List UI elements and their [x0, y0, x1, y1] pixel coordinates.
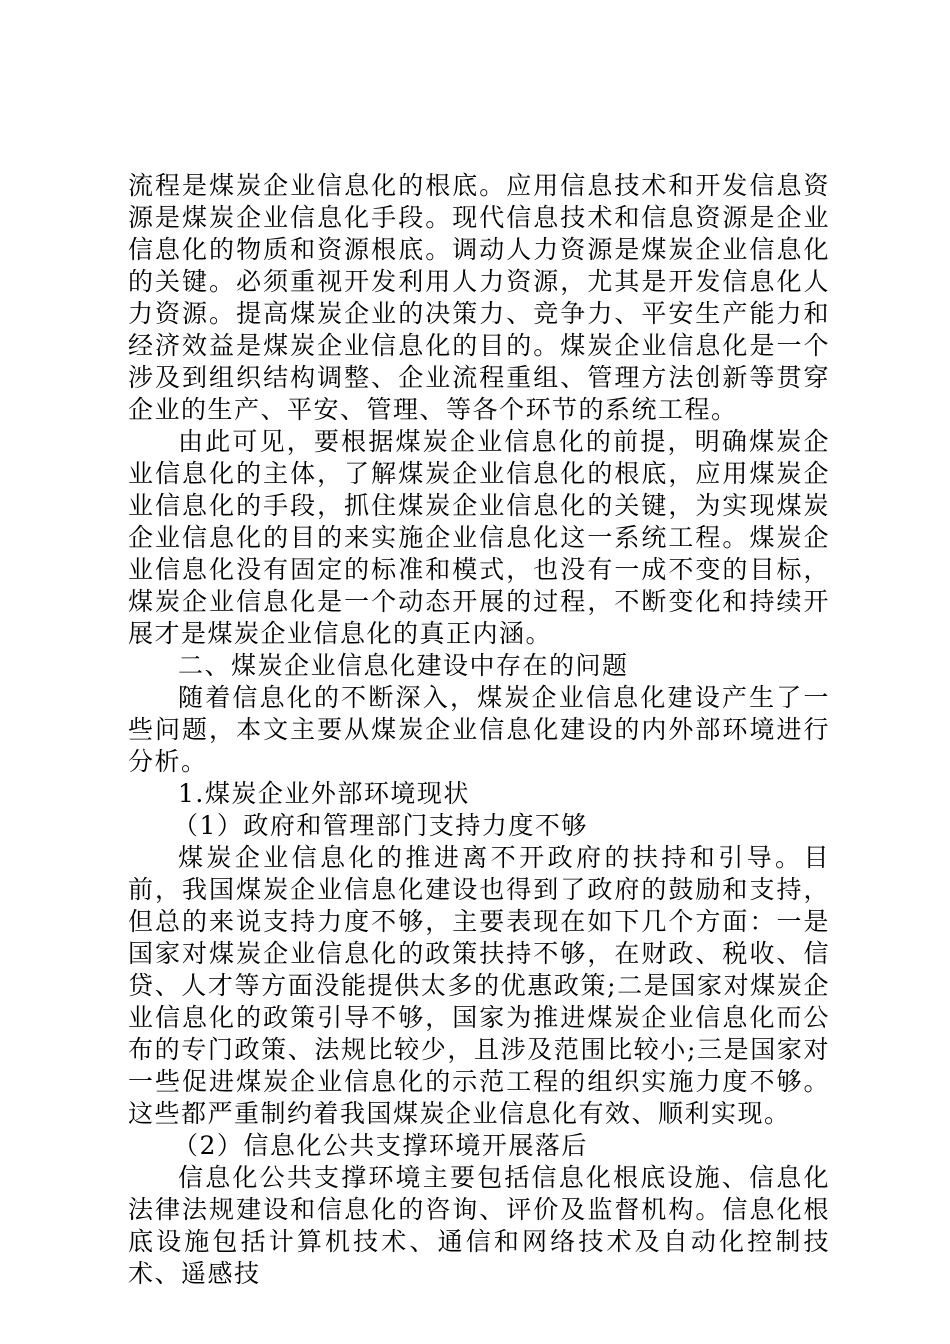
paragraph-continuation: 流程是煤炭企业信息化的根底。应用信息技术和开发信息资源是煤炭企业信息化手段。现代信息技术和信息资源是企业信息化的物质和资源根底。调动人力资源是煤炭企业信息化的关键。必须重视开发利用人力资源，尤其是开发信息化人力资源。提高煤炭企业的决策力、竞争力、平安生产能力和经济效益是煤炭企业信息化的目的。煤炭企业信息化是一个涉及到组织结构调整、企业流程重组、管理方法创新等贯穿企业的生产、平安、管理、等各个环节的系统工程。 — [128, 171, 830, 424]
subsection-heading: 1.煤炭企业外部环境现状 — [178, 779, 470, 808]
section-heading: 二、煤炭企业信息化建设中存在的问题 — [178, 651, 629, 680]
document-page — [128, 170, 830, 1290]
paragraph-intro: 随着信息化的不断深入，煤炭企业信息化建设产生了一些问题，本文主要从煤炭企业信息化建设的内外部环境进行分析。 — [128, 683, 830, 776]
paragraph-conclusion: 由此可见，要根据煤炭企业信息化的前提，明确煤炭企业信息化的主体，了解煤炭企业信息化的根底，应用煤炭企业信息化的手段，抓住煤炭企业信息化的关键，为实现煤炭企业信息化的目的来实施企业信息化这一系统工程。煤炭企业信息化没有固定的标准和模式，也没有一成不变的目标，煤炭企业信息化是一个动态开展的过程，不断变化和持续开展才是煤炭企业信息化的真正内涵。 — [128, 427, 830, 648]
paragraph-government-support: 煤炭企业信息化的推进离不开政府的扶持和引导。目前，我国煤炭企业信息化建设也得到了政府的鼓励和支持，但总的来说支持力度不够，主要表现在如下几个方面：一是国家对煤炭企业信息化的政策扶持不够，在财政、税收、信贷、人才等方面没能提供太多的优惠政策;二是国家对煤炭企业信息化的政策引导不够，国家为推进煤炭企业信息化而公布的专门政策、法规比较少，且涉及范围比较小;三是国家对一些促进煤炭企业信息化的示范工程的组织实施力度不够。这些都严重制约着我国煤炭企业信息化有效、顺利实现。 — [128, 843, 830, 1128]
item-heading-2: （2）信息化公共支撑环境开展落后 — [173, 1131, 588, 1160]
paragraph-public-support: 信息化公共支撑环境主要包括信息化根底设施、信息化法律法规建设和信息化的咨询、评价及监督机构。信息化根底设施包括计算机技术、通信和网络技术及自动化控制技术、遥感技 — [128, 1163, 830, 1288]
item-heading-1: （1）政府和管理部门支持力度不够 — [173, 811, 588, 840]
